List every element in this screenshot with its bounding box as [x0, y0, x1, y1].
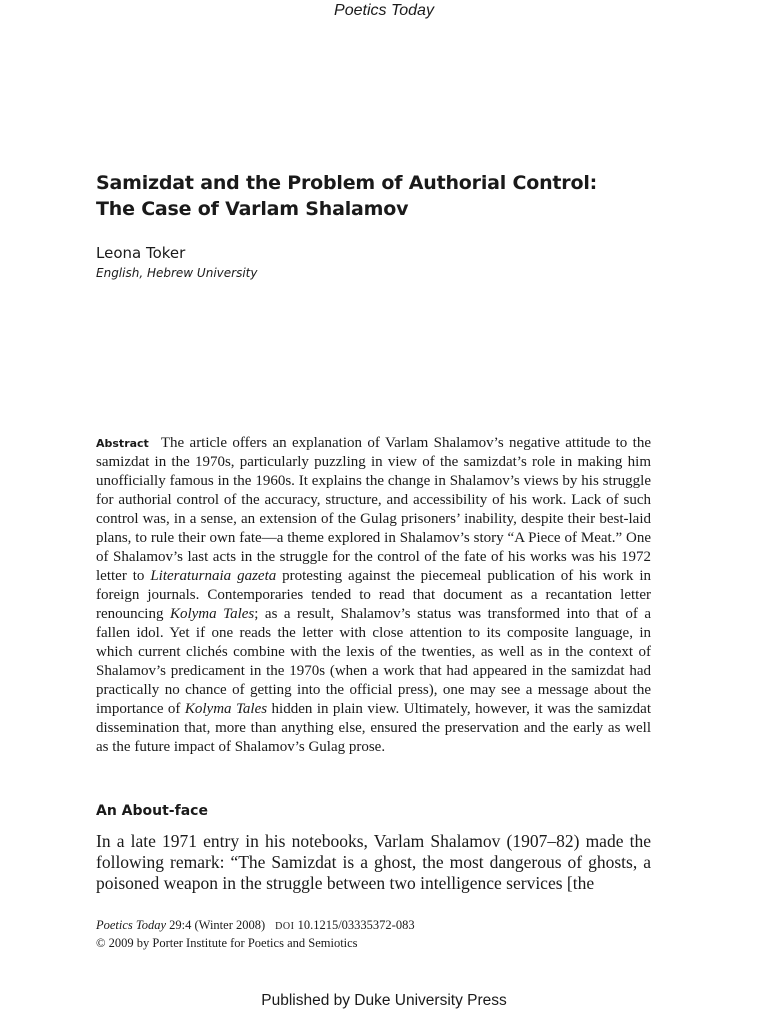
doi-label: DOI — [275, 921, 295, 932]
article-title-line-1: Samizdat and the Problem of Authorial Control: — [96, 172, 598, 194]
abstract — [96, 434, 651, 757]
abstract-text: ; as a result, Shalamov’s status was transformed into that of a fallen idol. Yet if one reads the letter with close attention to its composite language, in which current clichés combine with the lexis of the twenties, as well as in the context of Shalamov’s predicament in the 1970s (when a work that had appeared in the samizdat had practically no chance of getting into the official press), one may see a message about the importance of — [96, 606, 651, 717]
copyright-line: © 2009 by Porter Institute for Poetics and Semiotics — [96, 936, 358, 950]
citation-footer — [96, 917, 656, 951]
body-paragraph: In a late 1971 entry in his notebooks, Varlam Shalamov (1907–82) made the following remark: “The Samizdat is a ghost, the most dangerous of ghosts, a poisoned weapon in the struggle between two intelligence services [the — [96, 831, 651, 893]
abstract-text: protesting against the piecemeal publication of his work in foreign journals. Contemporaries tended to read that document as a recantation letter renouncing — [96, 568, 652, 622]
abstract-label: Abstract — [96, 437, 149, 450]
article-title — [96, 170, 656, 222]
abstract-italic-title: Kolyma Tales — [184, 701, 268, 717]
footer-journal: Poetics Today — [96, 918, 167, 932]
abstract-text: hidden in plain view. Ultimately, however, it was the samizdat dissemination that, more than anything else, ensured the preservation and the early as well as the future impact of Shalamov’s Gulag prose. — [96, 701, 651, 755]
citation-line — [96, 917, 656, 935]
abstract-italic-title: Kolyma Tales — [169, 606, 255, 622]
author-name: Leona Toker — [96, 244, 186, 262]
section-heading: An About-face — [96, 803, 208, 819]
doi-value: 10.1215/03335372-083 — [294, 918, 415, 932]
abstract-italic-title: Literaturnaia gazeta — [150, 568, 277, 584]
footer-issue: 29:4 (Winter 2008) — [166, 918, 266, 932]
article-title-line-2: The Case of Varlam Shalamov — [96, 198, 409, 220]
author-affiliation: English, Hebrew University — [96, 266, 258, 280]
abstract-text: The article offers an explanation of Varlam Shalamov’s negative attitude to the samizdat in the 1970s, particularly puzzling in view of the samizdat’s role in making him unofficially famous in the 1960s. It explains the change in Shalamov’s views by his struggle for authorial control of the accuracy, structure, and accessibility of his work. Lack of such control was, in a sense, an extension of the Gulag prisoners’ inability, despite their best-laid plans, to rule their own fate—a theme explored in Shalamov’s story “A Piece of Meat.” One of Shalamov’s last acts in the struggle for the control of the fate of his works was his 1972 letter to — [96, 435, 651, 584]
publisher-line: Published by Duke University Press — [261, 992, 507, 1009]
journal-header: Poetics Today — [334, 2, 434, 19]
